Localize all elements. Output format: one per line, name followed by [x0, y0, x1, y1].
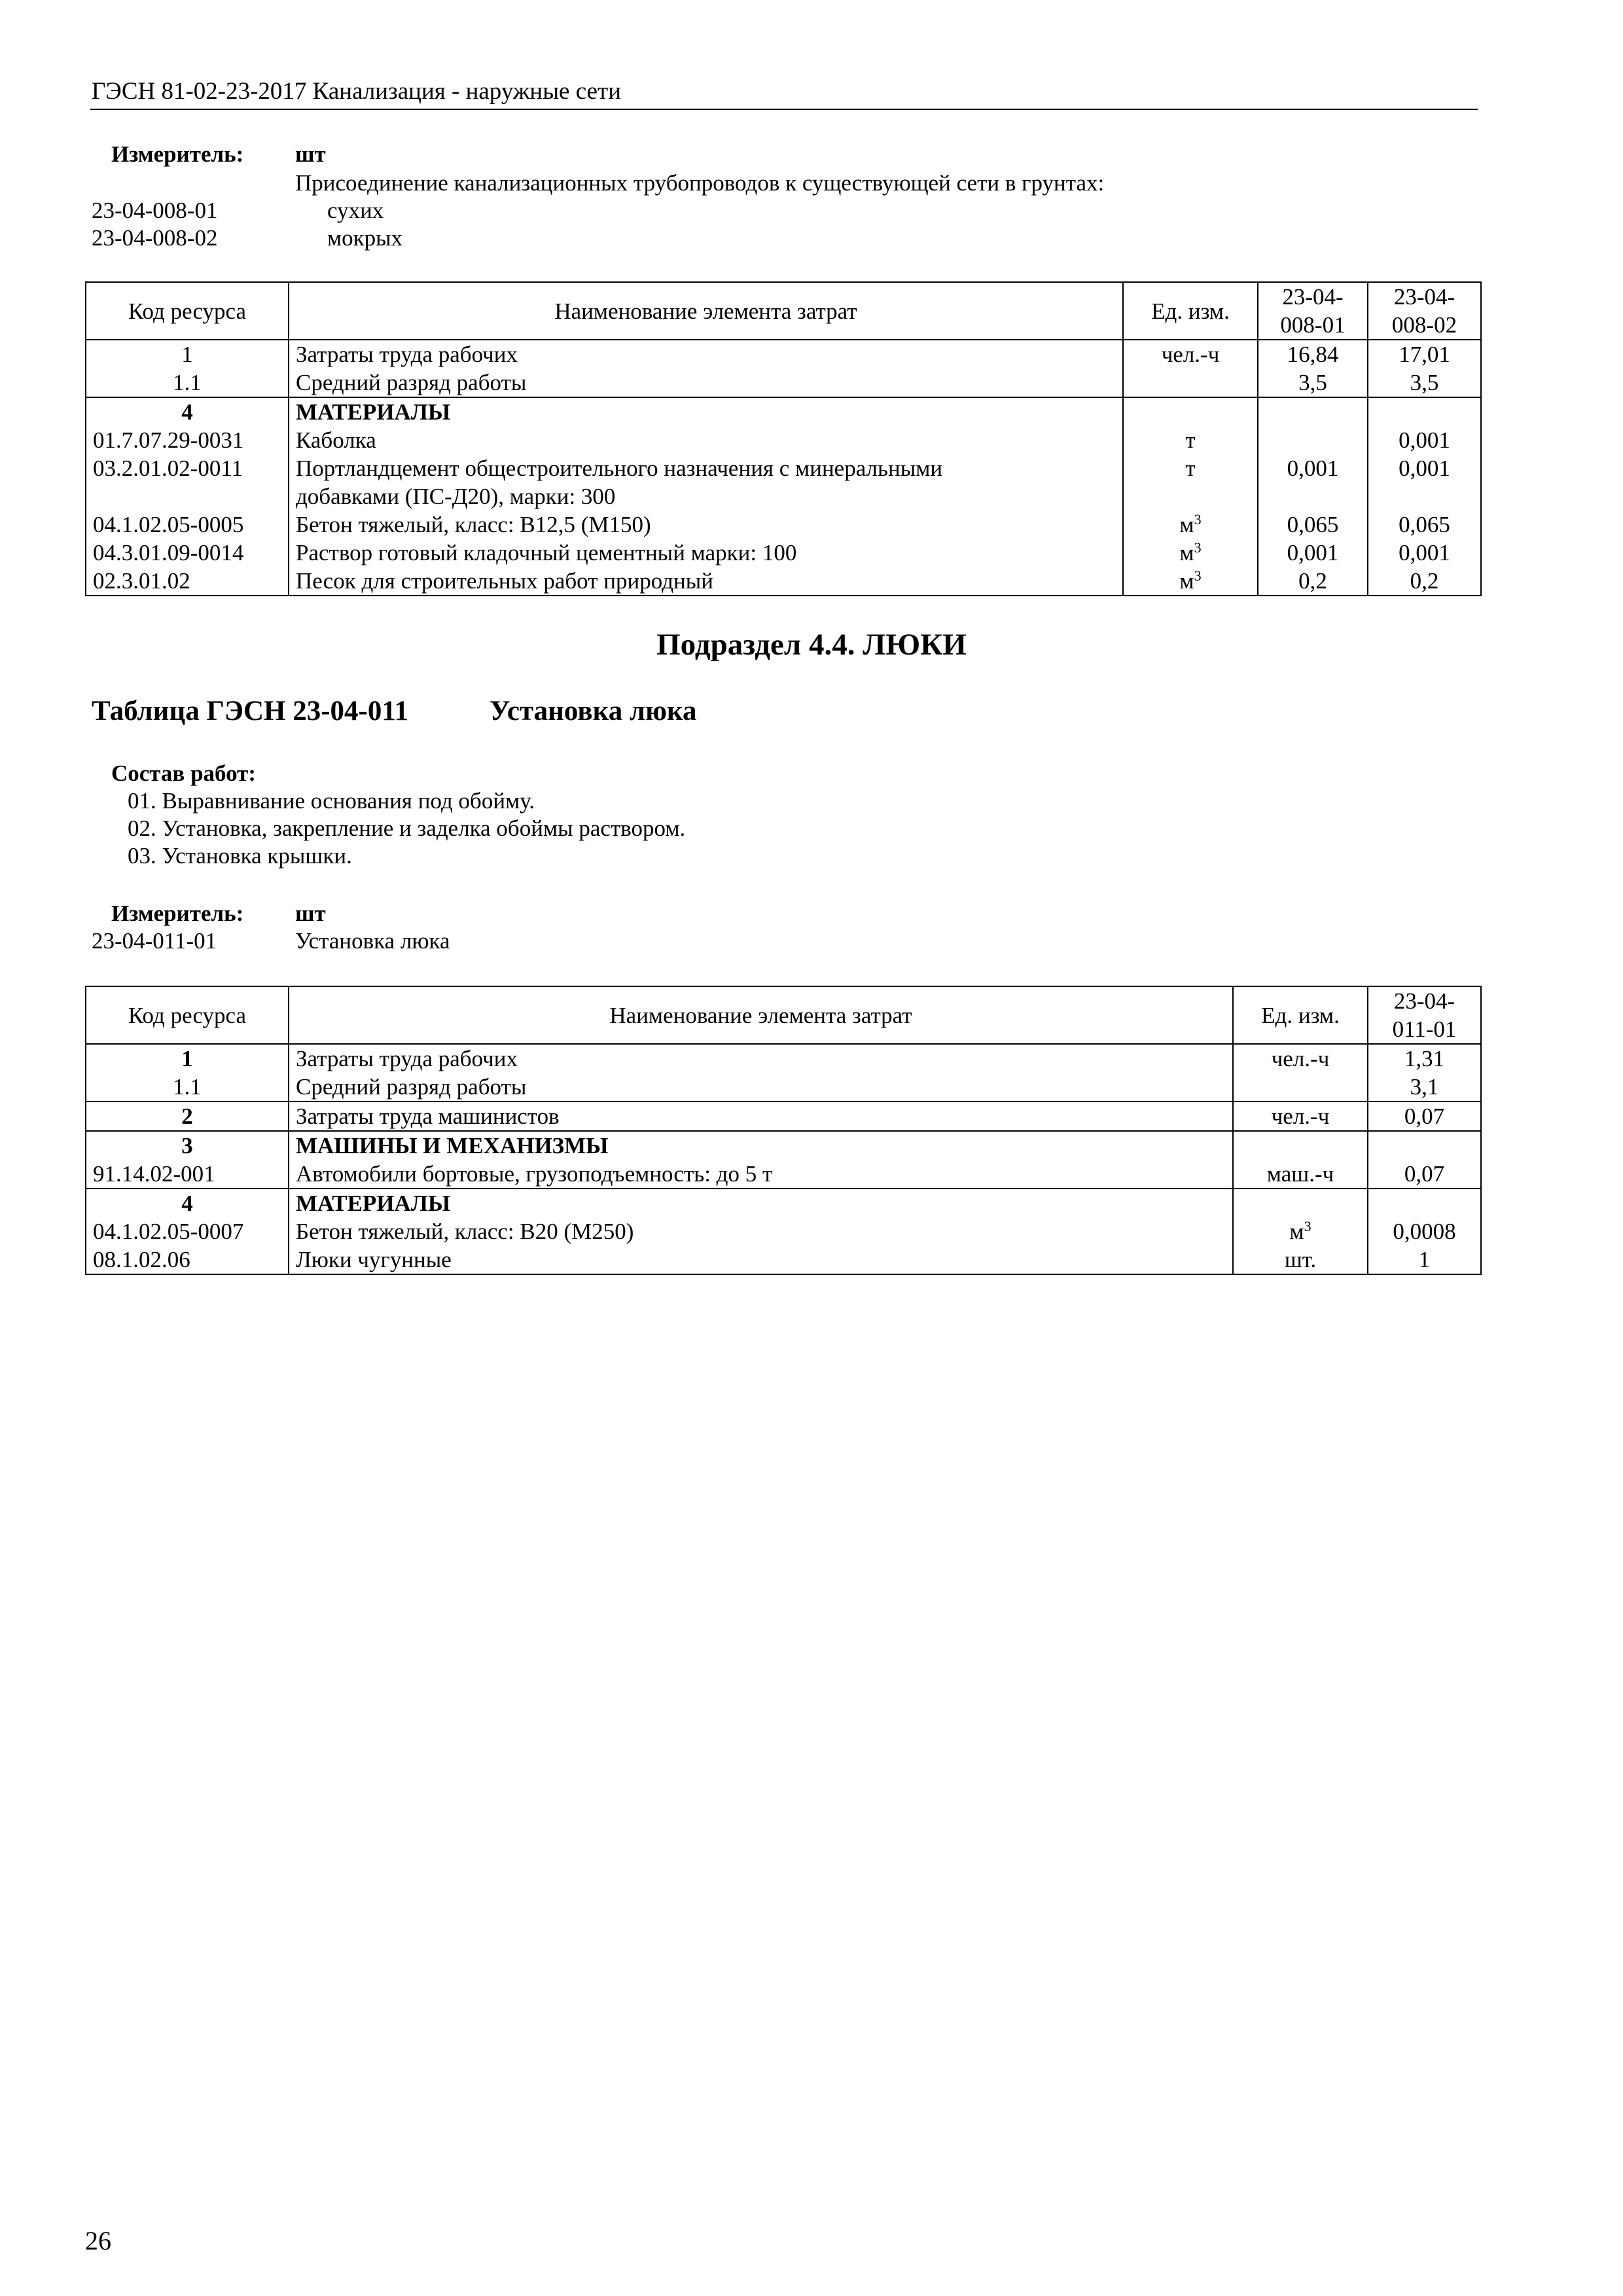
table-row [86, 1246, 1481, 1274]
row-unit: $м^3$ [1123, 511, 1258, 539]
page-number: 26 [85, 2226, 111, 2255]
row-value: 16,84 [1258, 340, 1368, 368]
row-code: 01.7.07.29-0031 [86, 426, 289, 454]
row-value [1368, 1131, 1481, 1160]
row-unit: т [1123, 426, 1258, 454]
header-col-1: 23-04- 008-01 [1258, 282, 1368, 340]
row-unit: маш.-ч [1233, 1160, 1368, 1189]
resource-table-1 [85, 281, 1482, 596]
row-value: 0,001 [1258, 539, 1368, 567]
table-header-row [86, 986, 1481, 1044]
row-unit: чел.-ч [1123, 340, 1258, 368]
header-rule [90, 109, 1478, 110]
row-value: 0,065 [1368, 511, 1481, 539]
row-value: 0,001 [1258, 454, 1368, 511]
row-name: Бетон тяжелый, класс: В12,5 (М150) [289, 511, 1123, 539]
row-value: 0,2 [1368, 567, 1481, 596]
measure-unit-1: шт [295, 141, 326, 167]
row-name: Бетон тяжелый, класс: В20 (М250) [289, 1217, 1233, 1246]
row-code: 1 [86, 1044, 289, 1073]
row-value: 0,2 [1258, 567, 1368, 596]
measure-label-2: Измеритель: [111, 901, 244, 926]
row-value: 3,5 [1258, 368, 1368, 397]
header-unit: Ед. изм. [1233, 986, 1368, 1044]
row-code: 02.3.01.02 [86, 567, 289, 596]
row-value: 0,07 [1368, 1102, 1481, 1131]
header-unit: Ед. изм. [1123, 282, 1258, 340]
row-code: 04.1.02.05-0005 [86, 511, 289, 539]
table-row [86, 340, 1481, 368]
row-value: 1,31 [1368, 1044, 1481, 1073]
row-name: МАТЕРИАЛЫ [289, 1189, 1233, 1217]
row-name: Раствор готовый кладочный цементный марки: 100 [289, 539, 1123, 567]
row-unit: чел.-ч [1233, 1044, 1368, 1073]
row-name: Затраты труда рабочих [289, 340, 1123, 368]
row-value: 17,01 [1368, 340, 1481, 368]
row-value [1368, 397, 1481, 426]
header-col-2: 23-04- 008-02 [1368, 282, 1481, 340]
row-unit [1233, 1189, 1368, 1217]
row-value: 0,001 [1368, 454, 1481, 511]
row-value: 0,0008 [1368, 1217, 1481, 1246]
running-header: ГЭСН 81-02-23-2017 Канализация - наружные сети [92, 78, 621, 105]
row-code: 04.1.02.05-0007 [86, 1217, 289, 1246]
row-code: 1 [86, 340, 289, 368]
row-name: Средний разряд работы [289, 1073, 1233, 1102]
row-name: Затраты труда рабочих [289, 1044, 1233, 1073]
header-name: Наименование элемента затрат [289, 282, 1123, 340]
row-unit [1233, 1131, 1368, 1160]
row-unit: т [1123, 454, 1258, 511]
row-code: 08.1.02.06 [86, 1246, 289, 1274]
row-unit [1123, 368, 1258, 397]
table-row [86, 454, 1481, 511]
table-row [86, 1044, 1481, 1073]
row-name: Затраты труда машинистов [289, 1102, 1233, 1131]
row-value [1368, 1189, 1481, 1217]
table-name: Установка люка [490, 696, 697, 726]
table-header-row [86, 282, 1481, 340]
row-unit: $м^3$ [1123, 539, 1258, 567]
block2-item-code: 23-04-011-01 [92, 928, 217, 954]
row-unit [1233, 1073, 1368, 1102]
row-value: 0,065 [1258, 511, 1368, 539]
works-item: 02. Установка, закрепление и заделка обоймы раствором. [128, 816, 686, 841]
table-row [86, 1131, 1481, 1160]
row-code: 03.2.01.02-0011 [86, 454, 289, 511]
block1-item-code: 23-04-008-01 [92, 198, 218, 223]
row-name: МАШИНЫ И МЕХАНИЗМЫ [289, 1131, 1233, 1160]
row-unit: $м^3$ [1233, 1217, 1368, 1246]
row-name: Средний разряд работы [289, 368, 1123, 397]
table-row [86, 567, 1481, 596]
row-value: 3,5 [1368, 368, 1481, 397]
works-label: Состав работ: [111, 761, 256, 786]
measure-unit-2: шт [295, 901, 326, 926]
table-row [86, 1160, 1481, 1189]
block2-item-text: Установка люка [295, 928, 450, 954]
table-row [86, 1189, 1481, 1217]
row-name: Люки чугунные [289, 1246, 1233, 1274]
table-row [86, 426, 1481, 454]
works-item: 01. Выравнивание основания под обойму. [128, 788, 535, 814]
row-name: Каболка [289, 426, 1123, 454]
row-unit: $м^3$ [1123, 567, 1258, 596]
row-code: 2 [86, 1102, 289, 1131]
works-item: 03. Установка крышки. [128, 843, 352, 869]
row-code: 4 [86, 1189, 289, 1217]
row-name: МАТЕРИАЛЫ [289, 397, 1123, 426]
header-name: Наименование элемента затрат [289, 986, 1233, 1044]
table-row [86, 368, 1481, 397]
header-code: Код ресурса [86, 282, 289, 340]
row-code: 3 [86, 1131, 289, 1160]
table-row [86, 539, 1481, 567]
row-code: 4 [86, 397, 289, 426]
row-value: 0,001 [1368, 539, 1481, 567]
row-code: 1.1 [86, 1073, 289, 1102]
row-code: 1.1 [86, 368, 289, 397]
block1-description: Присоединение канализационных трубопроводов к существующей сети в грунтах: [295, 170, 1105, 196]
row-value: 1 [1368, 1246, 1481, 1274]
header-code: Код ресурса [86, 986, 289, 1044]
table-row [86, 1217, 1481, 1246]
row-value: 0,001 [1368, 426, 1481, 454]
row-value: 3,1 [1368, 1073, 1481, 1102]
row-name: Автомобили бортовые, грузоподъемность: до 5 т [289, 1160, 1233, 1189]
resource-table-2 [85, 986, 1482, 1275]
block1-item-code: 23-04-008-02 [92, 225, 218, 251]
subsection-heading: Подраздел 4.4. ЛЮКИ [656, 628, 967, 662]
block1-item-text: мокрых [327, 225, 403, 251]
block1-item-text: сухих [327, 198, 384, 223]
row-code: 91.14.02-001 [86, 1160, 289, 1189]
row-name: Портландцемент общестроительного назначения с минеральными добавками (ПС-Д20), марки: 300 [289, 454, 1123, 511]
row-value [1258, 426, 1368, 454]
header-col-1: 23-04- 011-01 [1368, 986, 1481, 1044]
table-number: Таблица ГЭСН 23-04-011 [92, 696, 409, 726]
row-value: 0,07 [1368, 1160, 1481, 1189]
row-unit [1123, 397, 1258, 426]
row-code: 04.3.01.09-0014 [86, 539, 289, 567]
row-unit: чел.-ч [1233, 1102, 1368, 1131]
row-name: Песок для строительных работ природный [289, 567, 1123, 596]
row-unit: шт. [1233, 1246, 1368, 1274]
table-row [86, 511, 1481, 539]
table-row [86, 397, 1481, 426]
measure-label-1: Измеритель: [111, 141, 244, 167]
table-row [86, 1102, 1481, 1131]
row-value [1258, 397, 1368, 426]
table-row [86, 1073, 1481, 1102]
